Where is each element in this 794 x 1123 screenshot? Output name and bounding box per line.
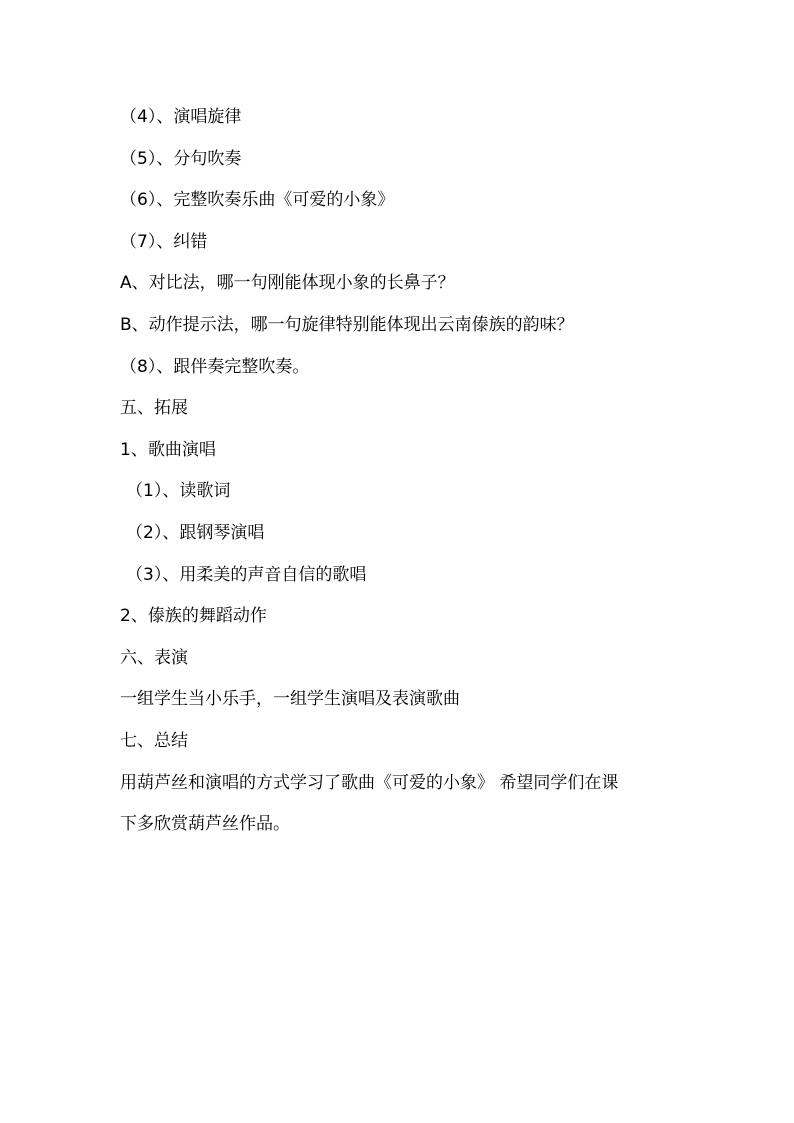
performance-text: 一组学生当小乐手，一组学生演唱及表演歌曲 — [120, 689, 460, 710]
sub-step-8: （8）、跟伴奏完整吹奏。 — [120, 356, 310, 377]
item-2: 2、傣族的舞蹈动作 — [120, 606, 267, 627]
sub-item-3: （3）、用柔美的声音自信的歌唱 — [126, 564, 367, 585]
sub-step-7: （7）、纠错 — [120, 231, 208, 252]
section-heading-5: 五、拓展 — [120, 398, 188, 419]
sub-item-1: （1）、读歌词 — [126, 481, 231, 502]
summary-text-line-1: 用葫芦丝和演唱的方式学习了歌曲《可爱的小象》 希望同学们在课 — [120, 772, 619, 793]
method-b: B、动作提示法，哪一句旋律特别能体现出云南傣族的韵味？ — [120, 314, 574, 335]
section-heading-6: 六、表演 — [120, 647, 188, 668]
summary-text-line-2: 下多欣赏葫芦丝作品。 — [120, 814, 290, 835]
sub-step-5: （5）、分句吹奏 — [120, 148, 242, 169]
method-a: A、对比法，哪一句刚能体现小象的长鼻子？ — [120, 273, 455, 294]
section-heading-7: 七、总结 — [120, 730, 188, 751]
item-1: 1、歌曲演唱 — [120, 439, 216, 460]
sub-step-6: （6）、完整吹奏乐曲《可爱的小象》 — [120, 190, 395, 211]
sub-step-4: （4）、演唱旋律 — [120, 107, 242, 127]
sub-item-2: （2）、跟钢琴演唱 — [126, 522, 265, 543]
document-body — [120, 101, 680, 850]
